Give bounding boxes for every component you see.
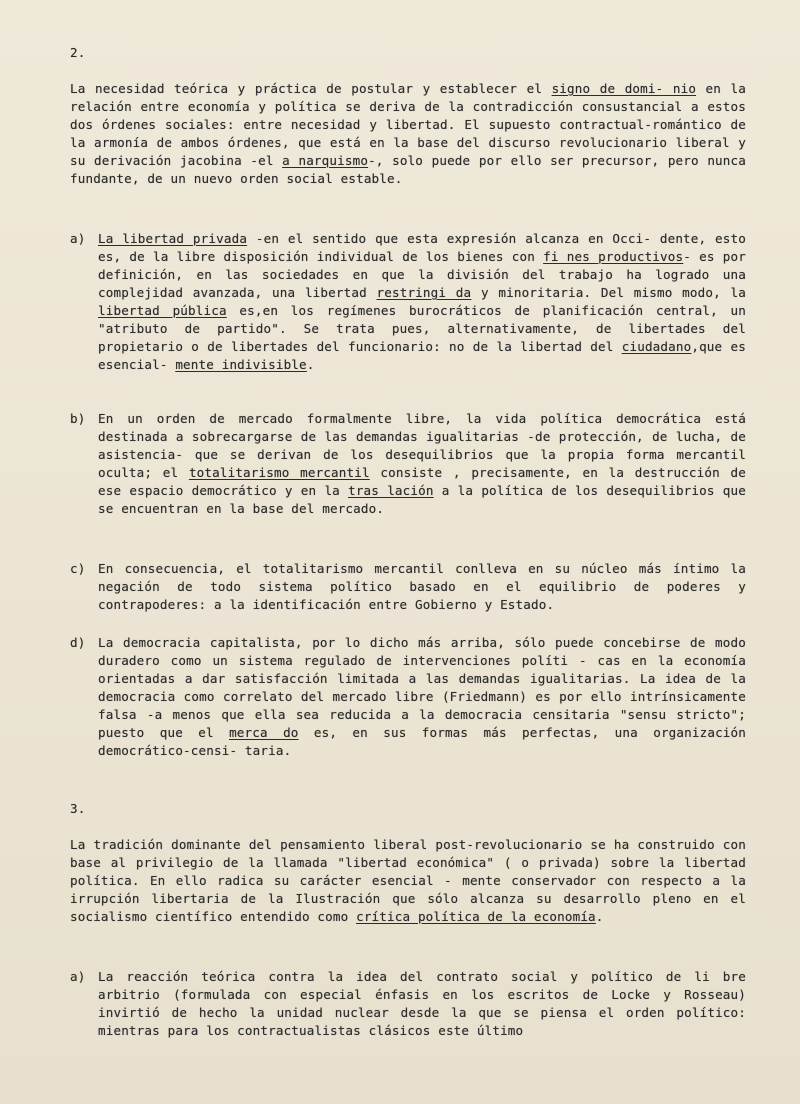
item-a-underline-3: restringi da <box>376 285 472 300</box>
intro-paragraph <box>70 80 746 188</box>
item-d-text-1: La democracia capitalista, por lo dicho más arriba, sólo puede concebirse de modo duradero como un sistema regulado de intervenciones políti - cas en la economía orientadas a dar satisfacción limitada a las demandas igualitarias. La idea de la democracia como correlato del mercado libre (Friedmann) es por ello intrínsicamente falsa -a menos que ella sea reducida a la democracia censitaria "sensu stricto"; puesto que el <box>98 635 746 740</box>
item-a-text-3: y minoritaria. Del mismo modo, la <box>471 285 747 300</box>
item-b-label: b) <box>70 411 86 426</box>
section-3-underline-1: crítica política de la economía <box>356 909 596 924</box>
section-3-text-2: . <box>595 909 604 924</box>
item-a-text-2: - es por definición, en las sociedades en que la división del trabajo ha logrado una complejidad avanzada, una libertad <box>98 249 746 300</box>
intro-text-2: en la relación entre economía y política se deriva de la contradicción consustancial a estos dos órdenes sociales: entre necesidad y libertad. El supuesto contractual-romántico de la armonía de ambos órdenes, que está en la base del discurso revolucionario liberal y su derivación jacobina -el <box>70 81 746 168</box>
intro-text-1: La necesidad teórica y práctica de postular y establecer el <box>70 81 552 96</box>
item-c <box>70 560 746 614</box>
item-a-underline-1: La libertad privada <box>98 231 248 246</box>
intro-underline-2: a narquismo <box>282 153 369 168</box>
item-b-body <box>98 410 746 518</box>
item-a-body <box>98 230 746 374</box>
item-a-underline-2: fi nes productivos <box>543 249 684 264</box>
item-3a-body: La reacción teórica contra la idea del contrato social y político de li bre arbitrio (formulada con especial énfasis en los escritos de Locke y Rosseau) invirtió de hecho la unidad nuclear desde la que se piensa el orden político: mientras para los contractualistas clásicos este último <box>98 969 746 1038</box>
item-a-text-4: es,en los regímenes burocráticos de planificación central, un "atributo de partido". Se trata pues, alternativamente, de libertades del propietario o de libertades del funcionario: no de la libertad del <box>98 303 746 354</box>
section-3-paragraph <box>70 836 746 926</box>
item-3a <box>70 968 746 1040</box>
item-a-text-5: ,que es esencial- <box>98 339 746 372</box>
item-b <box>70 410 746 518</box>
item-a-underline-6: mente indivisible <box>175 357 307 372</box>
item-c-label: c) <box>70 561 86 576</box>
item-a <box>70 230 746 374</box>
item-a-underline-4: libertad pública <box>98 303 227 318</box>
item-a-text-6: . <box>306 357 315 372</box>
section-3-number: 3. <box>70 801 86 816</box>
intro-underline-1: signo de domi- nio <box>551 81 697 96</box>
item-d-underline-1: merca do <box>229 725 299 740</box>
item-b-text-1: En un orden de mercado formalmente libre, la vida política democrática está destinada a sobrecargarse de las demandas igualitarias -de protección, de lucha, de asistencia- que se derivan de los desequilibrios que la propia forma mercantil oculta; el <box>98 411 746 480</box>
page-number: 2. <box>70 45 86 60</box>
item-3a-label: a) <box>70 969 86 984</box>
item-c-body: En consecuencia, el totalitarismo mercantil conlleva en su núcleo más íntimo la negación de todo sistema político basado en el equilibrio de poderes y contrapoderes: a la identificación entre Gobierno y Estado. <box>98 561 746 612</box>
item-a-label: a) <box>70 231 86 246</box>
intro-text-3: -, solo puede por ello ser precursor, pero nunca fundante, de un nuevo orden social estable. <box>70 153 746 186</box>
item-d <box>70 634 746 760</box>
item-d-label: d) <box>70 635 86 650</box>
section-3-text-1: La tradición dominante del pensamiento liberal post-revolucionario se ha construido con base al privilegio de la llamada "libertad económica" ( o privada) sobre la libertad política. En ello radica su carácter esencial - mente conservador con respecto a la irrupción libertaria de la Ilustración que sólo alcanza su desarrollo pleno en el socialismo científico entendido como <box>70 837 746 924</box>
item-d-text-2: es, en sus formas más perfectas, una organización democrático-censi- taria. <box>98 725 747 758</box>
item-b-text-2: consiste , precisamente, en la destrucción de ese espacio democrático y en la <box>98 465 746 498</box>
item-d-body <box>98 634 746 760</box>
item-b-underline-2: tras lación <box>348 483 434 498</box>
item-b-text-3: a la política de los desequilibrios que se encuentran en la base del mercado. <box>98 483 746 516</box>
item-b-underline-1: totalitarismo mercantil <box>188 465 370 480</box>
item-a-text-1: -en el sentido que esta expresión alcanza en Occi- dente, esto es, de la libre disposición individual de los bienes con <box>98 231 746 264</box>
item-a-underline-5: ciudadano <box>621 339 692 354</box>
